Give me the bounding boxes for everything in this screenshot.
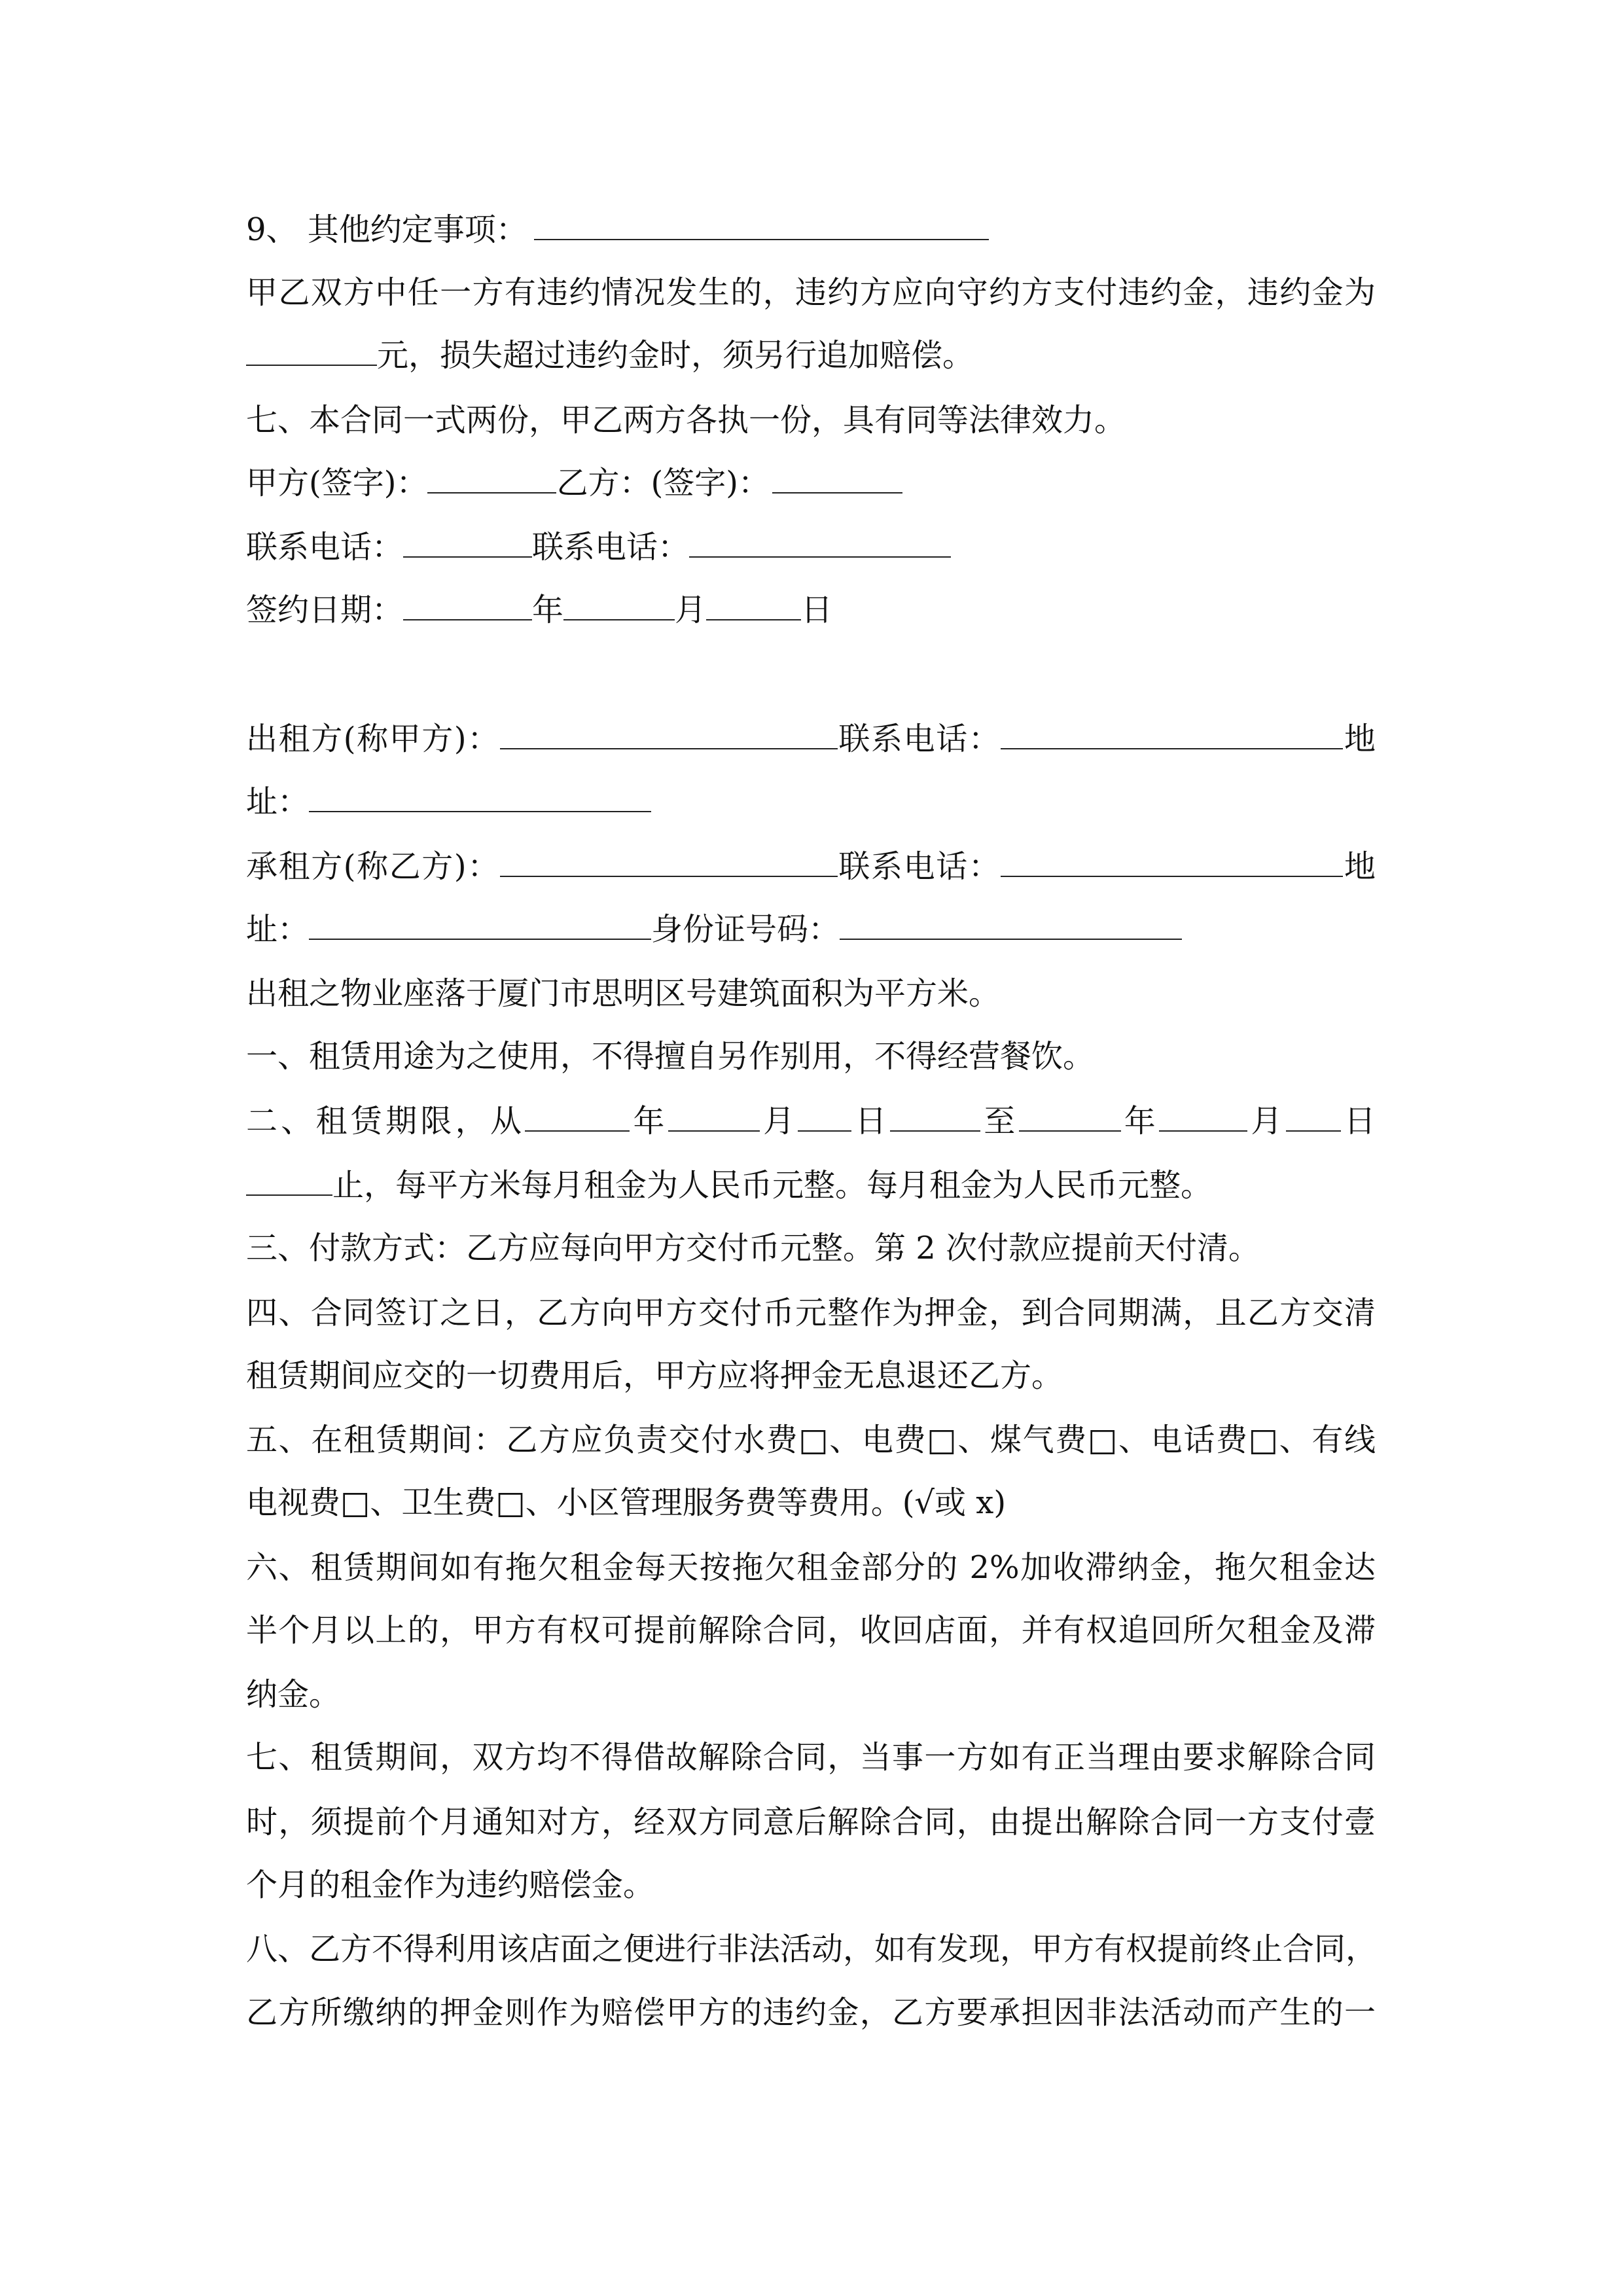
clause-3-payment: [246, 1229, 1260, 1268]
text: 日: [851, 1103, 890, 1139]
text: 年: [1120, 1103, 1160, 1139]
phone-label: 联系电话：: [532, 529, 690, 565]
clause-1: [246, 1037, 1094, 1076]
phone-blank-a[interactable]: [403, 528, 532, 558]
text: 个月的租金作为违约赔偿金。: [246, 1867, 655, 1903]
text: 止，每平方米每月租金为人民币元整。每月租金为人民币元整。: [332, 1167, 1213, 1204]
text: 时，须提前个月通知对方，经双方同意后解除合同，由提出解除合同一方支付壹: [246, 1804, 1376, 1840]
sign-date-line: [246, 590, 832, 630]
lessor-address-line: [246, 782, 651, 821]
text: 出租之物业座落于厦门市思明区号建筑面积为平方米。: [246, 975, 1001, 1012]
text: 纳金。: [246, 1676, 341, 1713]
blank-field[interactable]: [534, 210, 989, 240]
signature-line: [246, 463, 902, 503]
text: 四、合同签订之日，乙方向甲方交付币元整作为押金，到合同期满，且乙方交清: [246, 1295, 1376, 1331]
address-label-end: 址：: [246, 911, 310, 948]
start-year-blank[interactable]: [525, 1102, 630, 1132]
lessee-address-line: [246, 910, 1182, 949]
lessor-phone-blank[interactable]: [1001, 719, 1343, 749]
text: 甲乙双方中任一方有违约情况发生的，违约方应向守约方支付违约金，违约金为: [246, 274, 1376, 311]
clause-2-term: [246, 1102, 1376, 1141]
text: 六、租赁期间如有拖欠租金每天按拖欠租金部分的 2%加收滞纳金，拖欠租金达: [246, 1549, 1376, 1586]
text: 七、本合同一式两份，甲乙两方各执一份，具有同等法律效力。: [246, 402, 1126, 439]
text: 月: [759, 1103, 798, 1139]
party-a-sign-blank[interactable]: [427, 463, 556, 493]
address-label-start: 地: [1343, 721, 1376, 757]
text: 二、租赁期限，从: [246, 1103, 526, 1139]
phone-line: [246, 528, 951, 567]
start-month-blank[interactable]: [668, 1102, 760, 1132]
party-b-sign-blank[interactable]: [772, 463, 902, 493]
party-a-sign-label: 甲方(签字)：: [246, 465, 428, 501]
text: 乙方所缴纳的押金则作为赔偿甲方的违约金，乙方要承担因非法活动而产生的一: [246, 1994, 1376, 2031]
property-location: [246, 974, 1000, 1013]
lessee-blank[interactable]: [500, 847, 838, 877]
lessee-label: 承租方(称乙方)：: [246, 848, 500, 885]
clause-8-illegal: [246, 1929, 1376, 1969]
end-day-blank[interactable]: [1286, 1102, 1341, 1132]
lessor-blank[interactable]: [500, 719, 838, 749]
lessor-line: [246, 719, 1376, 759]
phone-label: 联系电话：: [837, 721, 1001, 757]
clause-7-termination: [246, 1738, 1376, 1777]
lessee-line: [246, 847, 1376, 886]
text: 半个月以上的，甲方有权可提前解除合同，收回店面，并有权追回所欠租金及滞: [246, 1612, 1376, 1649]
blank-field[interactable]: [890, 1102, 980, 1132]
clause-4-deposit: [246, 1293, 1376, 1333]
text: 元，损失超过违约金时，须另行追加赔偿。: [377, 337, 974, 374]
text: 三、付款方式：乙方应每向甲方交付币元整。第 2 次付款应提前天付清。: [246, 1230, 1260, 1266]
start-day-blank[interactable]: [798, 1102, 851, 1132]
clause-7-termination-cont: [246, 1803, 1376, 1842]
breach-text: [246, 273, 1376, 312]
clause-7-termination-end: [246, 1865, 654, 1905]
phone-blank-b[interactable]: [689, 528, 951, 558]
clause-6-late-cont: [246, 1611, 1376, 1650]
text: 五、在租赁期间：乙方应负责交付水费□、电费□、煤气费□、电话费□、有线: [246, 1422, 1376, 1458]
day-blank[interactable]: [706, 590, 801, 620]
clause-5-fees-cont: [246, 1483, 1006, 1522]
phone-label: 联系电话：: [837, 848, 1001, 885]
lessor-label: 出租方(称甲方)：: [246, 721, 500, 757]
lessee-phone-blank[interactable]: [1001, 847, 1343, 877]
clause-6-late: [246, 1548, 1376, 1587]
year-label: 年: [532, 592, 564, 628]
lessee-address-blank[interactable]: [309, 910, 651, 940]
text: 年: [630, 1103, 668, 1139]
id-number-blank[interactable]: [840, 910, 1182, 940]
clause-9-other-terms: [246, 210, 989, 249]
id-number-label: 身份证号码：: [651, 911, 840, 948]
text: 八、乙方不得利用该店面之便进行非法活动，如有发现，甲方有权提前终止合同，: [246, 1931, 1378, 1967]
day-label: 日: [801, 592, 833, 628]
sign-date-label: 签约日期：: [246, 592, 404, 628]
party-b-sign-label: 乙方：(签字)：: [556, 465, 770, 501]
text: 七、租赁期间，双方均不得借故解除合同，当事一方如有正当理由要求解除合同: [246, 1739, 1376, 1776]
text: 至: [980, 1103, 1019, 1139]
text: 日: [1340, 1103, 1376, 1139]
text: 一、租赁用途为之使用，不得擅自另作别用，不得经营餐饮。: [246, 1038, 1095, 1075]
end-month-blank[interactable]: [1159, 1102, 1247, 1132]
blank-field[interactable]: [246, 1166, 332, 1196]
phone-label: 联系电话：: [246, 529, 404, 565]
clause-5-fees: [246, 1420, 1376, 1460]
clause-8-illegal-cont: [246, 1993, 1376, 2032]
penalty-line: [246, 336, 974, 375]
clause-4-deposit-cont: [246, 1356, 1063, 1395]
text: 9、 其他约定事项：: [246, 211, 527, 248]
address-label-end: 址：: [246, 783, 310, 820]
rent-line: [246, 1166, 1212, 1205]
month-blank[interactable]: [563, 590, 675, 620]
month-label: 月: [675, 592, 707, 628]
lessor-address-blank[interactable]: [309, 782, 651, 812]
text: 租赁期间应交的一切费用后，甲方应将押金无息退还乙方。: [246, 1357, 1063, 1394]
end-year-blank[interactable]: [1019, 1102, 1121, 1132]
text: 月: [1247, 1103, 1286, 1139]
clause-6-late-end: [246, 1675, 340, 1714]
address-label-start: 地: [1343, 848, 1376, 885]
year-blank[interactable]: [403, 590, 532, 620]
text: 电视费□、卫生费□、小区管理服务费等费用。(√或 x): [246, 1484, 1007, 1521]
penalty-amount-blank[interactable]: [246, 336, 377, 366]
copies-clause: [246, 401, 1126, 440]
